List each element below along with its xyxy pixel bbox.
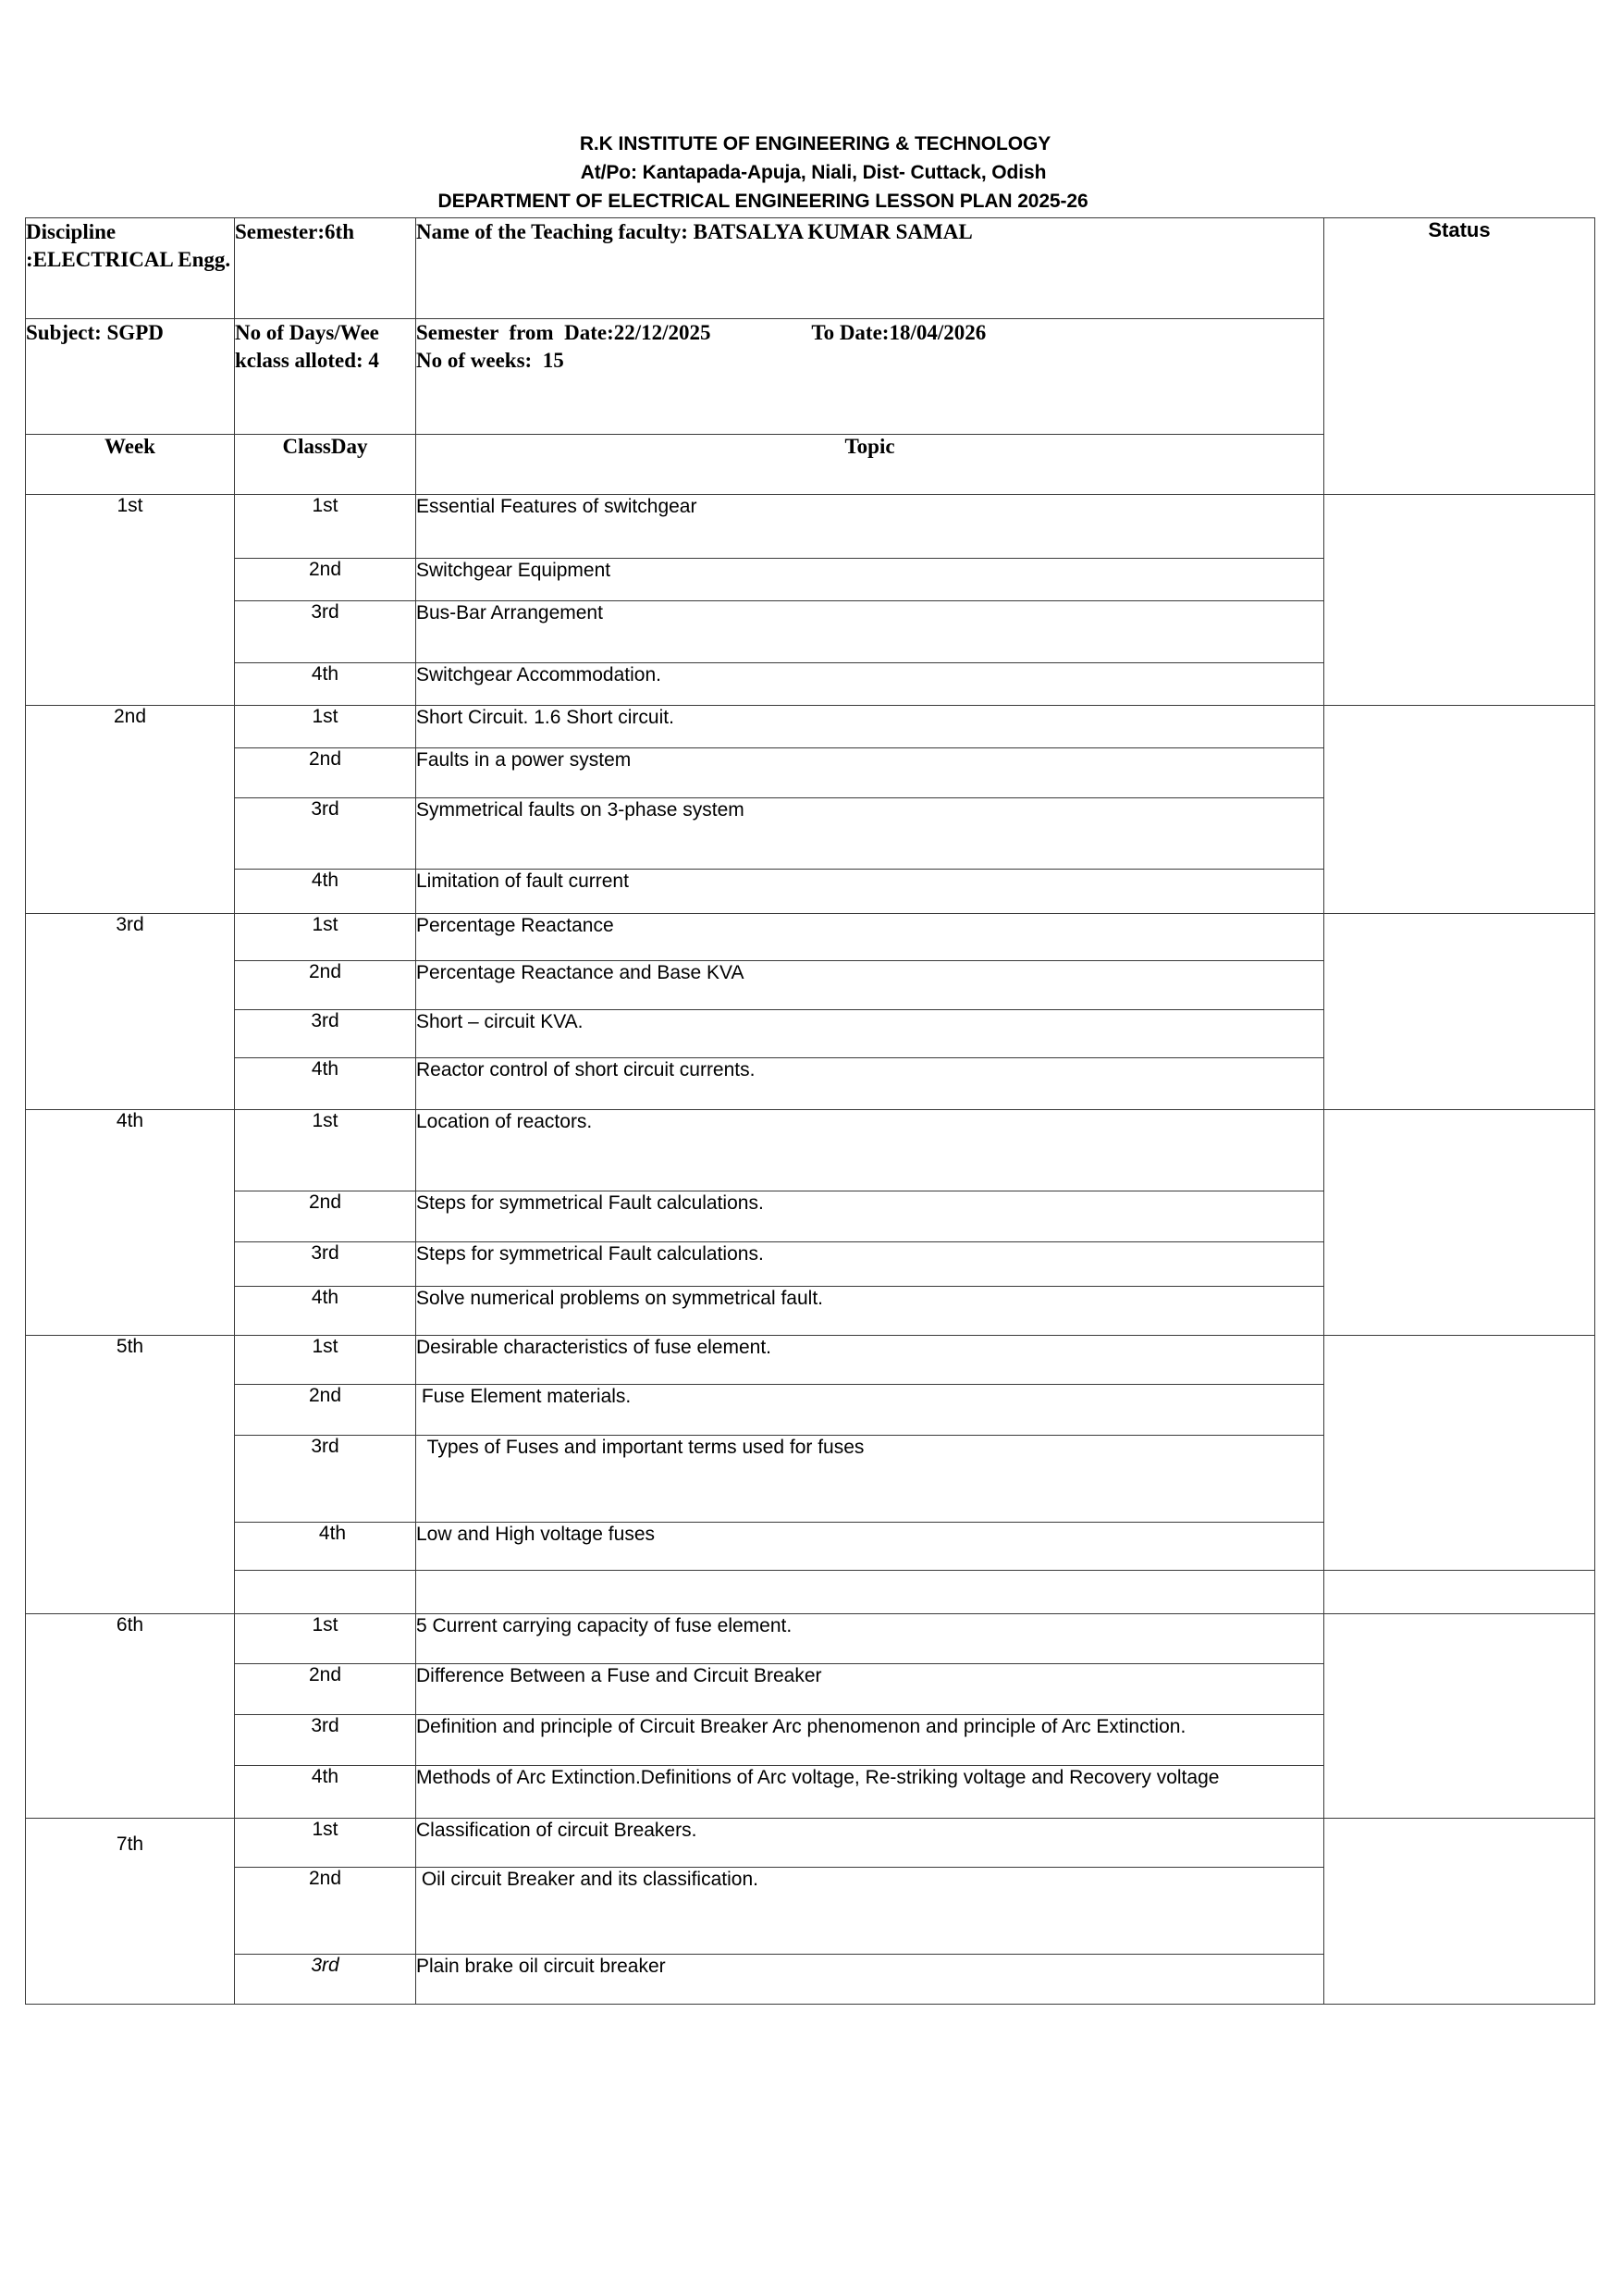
class-day-cell: 2nd	[235, 748, 416, 798]
topic-cell	[416, 1571, 1324, 1614]
lesson-plan-table	[25, 217, 1595, 2005]
table-row	[26, 495, 1595, 559]
week-number-cell: 7th	[26, 1819, 235, 2005]
topic-cell: Classification of circuit Breakers.	[416, 1819, 1324, 1868]
week-number-cell: 2nd	[26, 706, 235, 914]
topic-cell: Solve numerical problems on symmetrical fault.	[416, 1287, 1324, 1336]
table-row	[26, 1614, 1595, 1664]
class-day-cell: 3rd	[235, 1955, 416, 2005]
topic-cell: Short Circuit. 1.6 Short circuit.	[416, 706, 1324, 748]
status-value-cell[interactable]	[1324, 706, 1595, 914]
week-number-cell: 4th	[26, 1110, 235, 1336]
topic-cell: Switchgear Accommodation.	[416, 663, 1324, 706]
class-day-cell: 4th	[235, 870, 416, 914]
discipline-cell: Discipline :ELECTRICAL Engg.	[26, 218, 235, 319]
topic-cell: Percentage Reactance and Base KVA	[416, 961, 1324, 1010]
class-day-cell: 1st	[235, 1110, 416, 1191]
topic-cell: Percentage Reactance	[416, 914, 1324, 961]
class-day-cell: 1st	[235, 914, 416, 961]
semester-cell: Semester:6th	[235, 218, 416, 319]
class-day-cell: 2nd	[235, 1385, 416, 1436]
class-day-cell: 4th	[235, 1766, 416, 1819]
topic-cell: Switchgear Equipment	[416, 559, 1324, 601]
semester-date-range: Semester from Date:22/12/2025 To Date:18/04/2026	[416, 321, 987, 345]
week-number-cell: 6th	[26, 1614, 235, 1819]
topic-cell: Reactor control of short circuit currents.	[416, 1058, 1324, 1110]
class-day-cell: 4th	[235, 1287, 416, 1336]
topic-cell: Fuse Element materials.	[416, 1385, 1324, 1436]
topic-cell: Difference Between a Fuse and Circuit Breaker	[416, 1664, 1324, 1715]
topic-cell: Limitation of fault current	[416, 870, 1324, 914]
topic-cell: Location of reactors.	[416, 1110, 1324, 1191]
status-value-cell[interactable]	[1324, 1571, 1595, 1614]
status-value-cell[interactable]	[1324, 495, 1595, 706]
topic-cell: Types of Fuses and important terms used for fuses	[416, 1436, 1324, 1523]
class-day-cell: 3rd	[235, 1010, 416, 1058]
class-day-cell: 2nd	[235, 1664, 416, 1715]
class-day-cell: 3rd	[235, 798, 416, 870]
table-row	[26, 706, 1595, 748]
status-value-cell[interactable]	[1324, 1336, 1595, 1571]
class-day-cell: 2nd	[235, 559, 416, 601]
semester-dates-cell	[416, 319, 1324, 435]
status-value-cell[interactable]	[1324, 1614, 1595, 1819]
status-value-cell[interactable]	[1324, 1110, 1595, 1336]
class-day-cell	[235, 1571, 416, 1614]
topic-cell: Steps for symmetrical Fault calculations.	[416, 1242, 1324, 1287]
topic-cell: Low and High voltage fuses	[416, 1523, 1324, 1571]
class-day-cell: 4th	[235, 1058, 416, 1110]
institute-name: R.K INSTITUTE OF ENGINEERING & TECHNOLOGY	[579, 133, 1051, 154]
class-day-cell: 4th	[235, 663, 416, 706]
class-day-cell: 2nd	[235, 961, 416, 1010]
number-of-weeks: No of weeks: 15	[416, 349, 564, 373]
table-row	[26, 1110, 1595, 1191]
table-row	[26, 914, 1595, 961]
week-number-cell: 5th	[26, 1336, 235, 1614]
class-day-cell: 2nd	[235, 1191, 416, 1242]
column-header-topic: Topic	[416, 435, 1324, 495]
status-value-cell[interactable]	[1324, 1819, 1595, 2005]
class-day-cell: 1st	[235, 495, 416, 559]
column-header-classday: ClassDay	[235, 435, 416, 495]
topic-cell: Steps for symmetrical Fault calculations.	[416, 1191, 1324, 1242]
class-day-cell: 3rd	[235, 1242, 416, 1287]
status-header-cell: Status	[1324, 218, 1595, 495]
days-per-week-cell: No of Days/Wee kclass alloted: 4	[235, 319, 416, 435]
week-number-cell: 3rd	[26, 914, 235, 1110]
class-day-cell: 1st	[235, 706, 416, 748]
topic-cell: Definition and principle of Circuit Breaker Arc phenomenon and principle of Arc Extinction.	[416, 1715, 1324, 1766]
topic-cell: Oil circuit Breaker and its classification.	[416, 1868, 1324, 1955]
class-day-cell: 3rd	[235, 1715, 416, 1766]
table-row	[26, 1571, 1595, 1614]
class-day-cell: 3rd	[235, 1436, 416, 1523]
class-day-cell: 3rd	[235, 601, 416, 663]
table-row	[26, 1819, 1595, 1868]
faculty-cell: Name of the Teaching faculty: BATSALYA KUMAR SAMAL	[416, 218, 1324, 319]
week-number-cell: 1st	[26, 495, 235, 706]
class-day-cell: 1st	[235, 1336, 416, 1385]
subject-cell: Subject: SGPD	[26, 319, 235, 435]
topic-cell: Methods of Arc Extinction.Definitions of Arc voltage, Re-striking voltage and Recovery voltage	[416, 1766, 1324, 1819]
class-day-cell: 1st	[235, 1614, 416, 1664]
topic-cell: Essential Features of switchgear	[416, 495, 1324, 559]
column-header-week: Week	[26, 435, 235, 495]
table-row	[26, 1336, 1595, 1385]
department-title: DEPARTMENT OF ELECTRICAL ENGINEERING LESSON PLAN 2025-26	[437, 191, 1088, 213]
topic-cell: Symmetrical faults on 3-phase system	[416, 798, 1324, 870]
topic-cell: Short – circuit KVA.	[416, 1010, 1324, 1058]
topic-cell: Desirable characteristics of fuse element.	[416, 1336, 1324, 1385]
status-value-cell[interactable]	[1324, 914, 1595, 1110]
topic-cell: 5 Current carrying capacity of fuse element.	[416, 1614, 1324, 1664]
class-day-cell: 4th	[235, 1523, 416, 1571]
class-day-cell: 2nd	[235, 1868, 416, 1955]
topic-cell: Bus-Bar Arrangement	[416, 601, 1324, 663]
topic-cell: Faults in a power system	[416, 748, 1324, 798]
info-row-discipline	[26, 218, 1595, 319]
class-day-cell: 1st	[235, 1819, 416, 1868]
topic-cell: Plain brake oil circuit breaker	[416, 1955, 1324, 2005]
institute-address: At/Po: Kantapada-Apuja, Niali, Dist- Cuttack, Odish	[580, 162, 1047, 184]
document-header	[0, 0, 1623, 216]
